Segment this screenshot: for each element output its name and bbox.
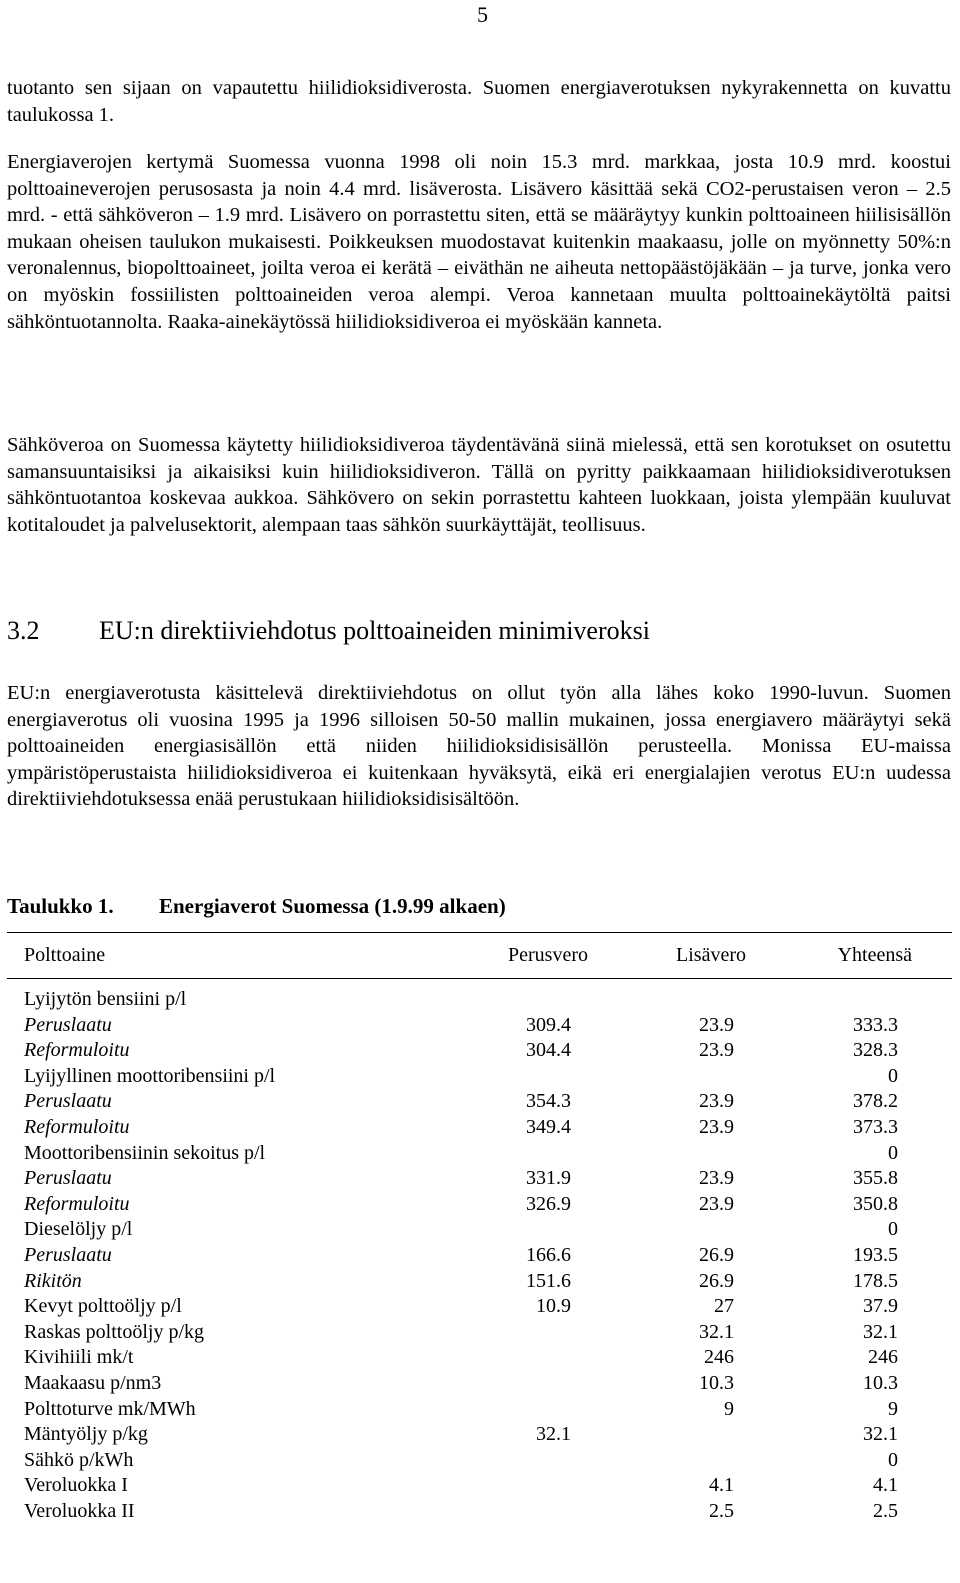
cell-polttoaine: Reformuloitu [24,1192,130,1215]
cell-yhteensa: 32.1 [863,1320,898,1343]
cell-yhteensa: 4.1 [873,1474,898,1497]
cell-perusvero: 166.6 [526,1243,571,1266]
cell-polttoaine: Mäntyöljy p/kg [24,1423,148,1446]
column-header-yhteensa: Yhteensä [837,944,912,966]
table-row [0,1499,960,1525]
cell-polttoaine: Veroluokka II [24,1499,135,1522]
table-caption-title: Energiaverot Suomessa (1.9.99 alkaen) [159,894,506,918]
column-header-perusvero: Perusvero [508,944,588,966]
cell-yhteensa: 333.3 [853,1013,898,1036]
cell-yhteensa: 0 [888,1064,898,1087]
cell-perusvero: 349.4 [526,1115,571,1138]
table-row [0,1473,960,1499]
cell-yhteensa: 355.8 [853,1167,898,1190]
column-header-lisavero: Lisävero [676,944,746,966]
cell-yhteensa: 328.3 [853,1039,898,1062]
cell-yhteensa: 193.5 [853,1243,898,1266]
cell-yhteensa: 37.9 [863,1295,898,1318]
table-row [0,1013,960,1039]
table-caption [7,892,951,920]
cell-polttoaine: Peruslaatu [24,1013,112,1036]
cell-lisavero: 26.9 [699,1243,734,1266]
cell-lisavero: 9 [724,1397,734,1420]
section-title: EU:n direktiiviehdotus polttoaineiden minimiveroksi [99,616,650,645]
table-top-rule [7,932,952,933]
paragraph-1-text: tuotanto sen sijaan on vapautettu hiilidioksidiverosta. Suomen energiaverotuksen nykyrakennetta on kuvattu taulukossa 1. [7,77,951,126]
cell-lisavero: 26.9 [699,1269,734,1292]
table-caption-label: Taulukko 1. [7,894,114,918]
paragraph-4 [7,680,951,813]
paragraph-3-text: Sähköveroa on Suomessa käytetty hiilidioksidiveroa täydentävänä siinä mielessä, että sen korotukset on osutettu samansuuntaisiksi ja aikaisiksi kuin hiilidioksidiveron. Tällä on pyritty paikkaamaan hiilidioksidiverotuksen sähköntuotantoa koskevaa aukkoa. Sähkövero on sekin porrastettu kahteen luokkaan, joista ylempään kuuluvat kotitaloudet ja palvelusektorit, alempaan taas sähkön suurkäyttäjät, teollisuus. [7,434,951,536]
cell-lisavero: 2.5 [709,1499,734,1522]
table-row [0,1064,960,1090]
cell-lisavero: 23.9 [699,1115,734,1138]
table-row [0,1320,960,1346]
cell-perusvero: 32.1 [536,1423,571,1446]
section-number: 3.2 [7,616,40,645]
section-heading [7,615,951,647]
paragraph-4-text: EU:n energiaverotusta käsittelevä direktiiviehdotus on ollut työn alla lähes koko 1990-luvun. Suomen energiaverotus oli vuosina 1995 ja 1996 silloisen 50-50 mallin mukainen, jossa energiavero määräytyi sekä polttoaineiden energiasisällön että niiden hiilidioksidisisällön perusteella. Monissa EU-maissa ympäristöperustaista hiilidioksidiveroa ei kuitenkaan hyväksytä, eikä eri energialajien verotus EU:n uudessa direktiiviehdotuksessa enää perustukaan hiilidioksidisisältöön. [7,682,951,811]
cell-lisavero: 246 [704,1346,734,1369]
page-number: 5 [477,2,488,27]
table-row [0,1115,960,1141]
table-row [0,1345,960,1371]
cell-polttoaine: Raskas polttoöljy p/kg [24,1320,204,1343]
cell-perusvero: 331.9 [526,1167,571,1190]
cell-yhteensa: 9 [888,1397,898,1420]
table-body [0,987,960,1524]
cell-lisavero: 10.3 [699,1371,734,1394]
cell-polttoaine: Kivihiili mk/t [24,1346,134,1369]
cell-polttoaine: Lyijytön bensiini p/l [24,988,187,1010]
table-row [0,1089,960,1115]
paragraph-3 [7,432,951,538]
cell-polttoaine: Dieselöljy p/l [24,1218,133,1241]
column-header-polttoaine: Polttoaine [24,944,106,966]
cell-polttoaine: Kevyt polttoöljy p/l [24,1295,182,1318]
paragraph-2 [7,149,951,335]
cell-yhteensa: 178.5 [853,1269,898,1292]
cell-polttoaine: Peruslaatu [24,1090,112,1113]
cell-polttoaine: Polttoturve mk/MWh [24,1397,196,1420]
cell-yhteensa: 246 [868,1346,898,1369]
cell-polttoaine: Maakaasu p/nm3 [24,1371,162,1394]
table-row [0,1269,960,1295]
cell-yhteensa: 0 [888,1448,898,1471]
cell-lisavero: 23.9 [699,1090,734,1113]
cell-polttoaine: Rikitön [24,1269,82,1292]
table-row [0,1397,960,1423]
paragraph-1 [7,75,951,128]
cell-yhteensa: 2.5 [873,1499,898,1522]
table-header-rule [7,978,952,979]
cell-perusvero: 304.4 [526,1039,571,1062]
cell-yhteensa: 0 [888,1218,898,1241]
cell-polttoaine: Lyijyllinen moottoribensiini p/l [24,1064,276,1087]
cell-lisavero: 27 [714,1295,734,1318]
table-row [0,1166,960,1192]
cell-yhteensa: 378.2 [853,1090,898,1113]
table-row [0,987,960,1013]
table-row [0,1294,960,1320]
table-header [0,940,960,970]
cell-polttoaine: Peruslaatu [24,1243,112,1266]
cell-polttoaine: Peruslaatu [24,1167,112,1190]
cell-yhteensa: 373.3 [853,1115,898,1138]
cell-perusvero: 10.9 [536,1295,571,1318]
table-row [0,1038,960,1064]
cell-perusvero: 309.4 [526,1013,571,1036]
cell-lisavero: 23.9 [699,1039,734,1062]
cell-yhteensa: 0 [888,1141,898,1164]
cell-perusvero: 151.6 [526,1269,571,1292]
table-row [0,1371,960,1397]
paragraph-2-text: Energiaverojen kertymä Suomessa vuonna 1998 oli noin 15.3 mrd. markkaa, josta 10.9 mrd. koostui polttoaineverojen perusosasta ja noin 4.4 mrd. lisäverosta. Lisävero käsittää sekä CO2-perustaisen veron – 2.5 mrd. - että sähköveron – 1.9 mrd. Lisävero on porrastettu siten, että se määräytyy kunkin polttoaineen hiilisisällön mukaan oheisen taulukon mukaisesti. Poikkeuksen muodostavat kuitenkin maakaasu, jolle on myönnetty 50%:n veronalennus, biopolttoaineet, joilta veroa ei kerätä – eiväthän ne aiheuta nettopäästöjäkään – ja turve, jonka vero on myöskin fossiilisten polttoaineiden veroa alempi. Veroa kannetaan muulta polttoainekäytöltä paitsi sähköntuotannolta. Raaka-ainekäytössä hiilidioksidiveroa ei myöskään kanneta. [7,151,951,333]
table-row [0,1422,960,1448]
cell-lisavero: 4.1 [709,1474,734,1497]
cell-lisavero: 23.9 [699,1167,734,1190]
table-row [0,1141,960,1167]
table-row [0,1448,960,1474]
table-row [0,1192,960,1218]
cell-polttoaine: Sähkö p/kWh [24,1448,134,1471]
cell-perusvero: 354.3 [526,1090,571,1113]
cell-yhteensa: 350.8 [853,1192,898,1215]
cell-polttoaine: Reformuloitu [24,1115,130,1138]
cell-yhteensa: 10.3 [863,1371,898,1394]
cell-lisavero: 32.1 [699,1320,734,1343]
cell-lisavero: 23.9 [699,1013,734,1036]
cell-polttoaine: Moottoribensiinin sekoitus p/l [24,1141,266,1164]
cell-perusvero: 326.9 [526,1192,571,1215]
table-row [0,1217,960,1243]
cell-polttoaine: Reformuloitu [24,1039,130,1062]
cell-yhteensa: 32.1 [863,1423,898,1446]
cell-polttoaine: Veroluokka I [24,1474,128,1497]
cell-lisavero: 23.9 [699,1192,734,1215]
table-row [0,1243,960,1269]
